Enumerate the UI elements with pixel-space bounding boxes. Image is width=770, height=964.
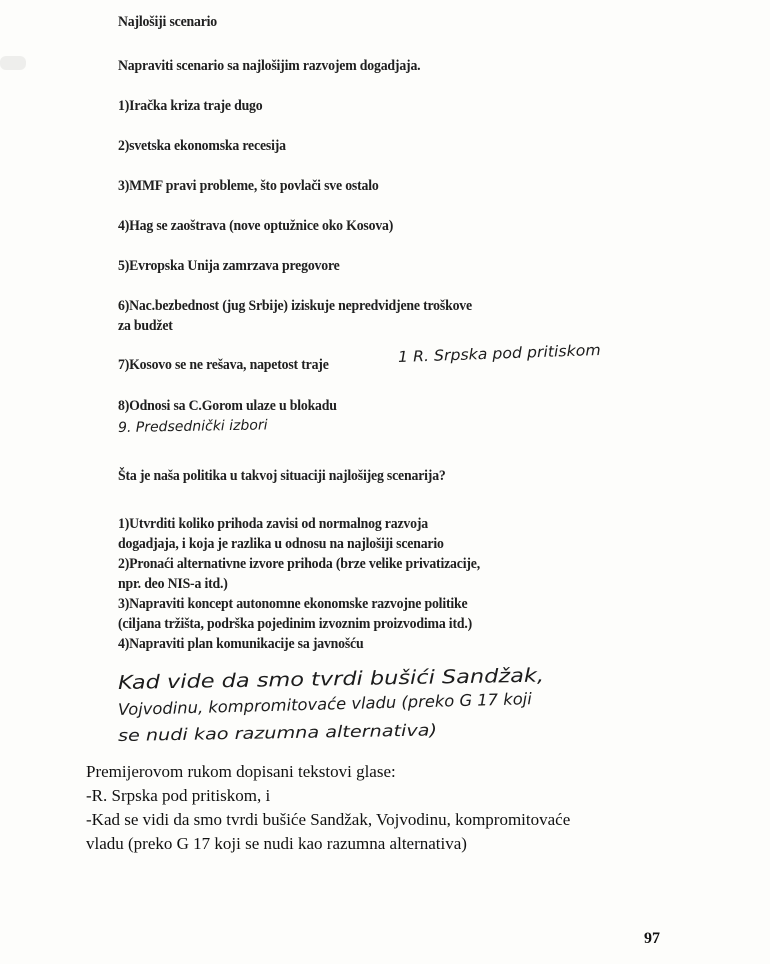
- scenario-item-1: 1)Iračka kriza traje dugo: [118, 98, 263, 114]
- scenario-item-5: 5)Evropska Unija zamrzava pregovore: [118, 258, 340, 274]
- page-number: 97: [644, 930, 660, 947]
- document-title: Najlošiji scenario: [118, 14, 218, 30]
- scenario-item-6-cont: za budžet: [118, 318, 173, 334]
- transcription-line-3: vladu (preko G 17 koji se nudi kao razumna alternativa): [86, 834, 467, 853]
- handwritten-note-item-7: 1 R. Srpska pod pritiskom: [397, 340, 601, 366]
- transcription-line-1: -R. Srpska pod pritiskom, i: [86, 786, 271, 805]
- policy-question: Šta je naša politika u takvoj situaciji najlošijeg scenarija?: [118, 468, 446, 484]
- scenario-item-4: 4)Hag se zaoštrava (nove optužnice oko Kosova): [118, 218, 394, 234]
- task-line: Napraviti scenario sa najlošijim razvojem dogadjaja.: [118, 58, 421, 74]
- answer-line-5: 3)Napraviti koncept autonomne ekonomske razvojne politike: [118, 596, 468, 612]
- transcription-line-2: -Kad se vidi da smo tvrdi bušiće Sandžak, Vojvodinu, kompromitovaće: [86, 810, 571, 829]
- scenario-item-2: 2)svetska ekonomska recesija: [118, 138, 286, 154]
- handwritten-paragraph-line-1: Kad vide da smo tvrdi bušići Sandžak,: [117, 664, 545, 694]
- scenario-item-6: 6)Nac.bezbednost (jug Srbije) iziskuje nepredvidjene troškove: [118, 298, 472, 314]
- answer-line-4: npr. deo NIS-a itd.): [118, 576, 228, 592]
- handwritten-paragraph-line-2: Vojvodinu, kompromitovaće vladu (preko G 17 koji: [117, 689, 532, 719]
- answer-line-7: 4)Napraviti plan komunikacije sa javnošću: [118, 636, 364, 652]
- answer-line-6: (ciljana tržišta, podrška pojedinim izvoznim proizvodima itd.): [118, 616, 473, 632]
- scenario-item-7: 7)Kosovo se ne rešava, napetost traje: [118, 357, 329, 373]
- scenario-item-3: 3)MMF pravi probleme, što povlači sve ostalo: [118, 178, 379, 194]
- answer-line-2: dogadjaja, i koja je razlika u odnosu na najlošiji scenario: [118, 536, 444, 552]
- transcription-intro: Premijerovom rukom dopisani tekstovi glase:: [86, 762, 396, 781]
- scenario-item-8: 8)Odnosi sa C.Gorom ulaze u blokadu: [118, 398, 337, 414]
- answer-line-3: 2)Pronaći alternativne izvore prihoda (brze velike privatizacije,: [118, 556, 480, 572]
- handwritten-item-9: 9. Predsednički izbori: [117, 417, 268, 436]
- handwritten-paragraph-line-3: se nudi kao razumna alternativa): [117, 720, 438, 745]
- scan-smudge: [0, 56, 26, 70]
- answer-line-1: 1)Utvrditi koliko prihoda zavisi od normalnog razvoja: [118, 516, 428, 532]
